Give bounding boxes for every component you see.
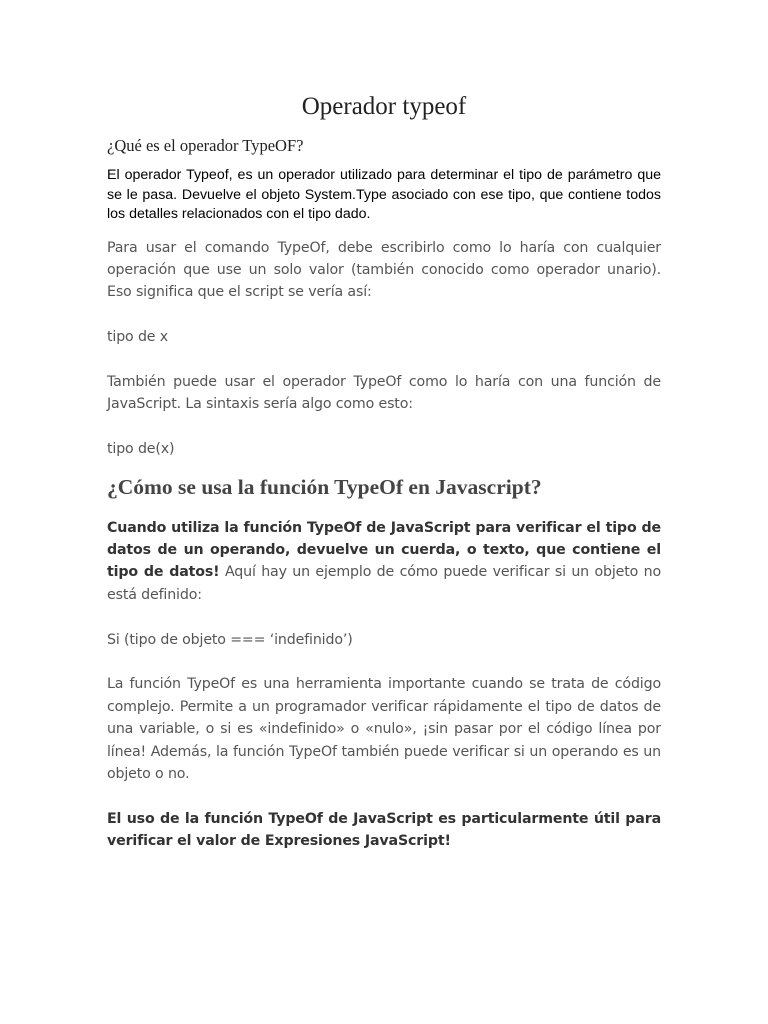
document-page	[107, 90, 661, 853]
spacer	[107, 785, 661, 807]
section-heading: ¿Cómo se usa la función TypeOf en Javascript?	[107, 474, 542, 499]
importance-paragraph: La función TypeOf es una herramienta importante cuando se trata de código complejo. Permite a un programador verificar rápidamente el tipo de datos de una variable, o si es «indefinido» o «nulo», ¡sin pasar por el código línea por línea! Además, la función TypeOf también puede verificar si un operando es un objeto o no.	[107, 676, 661, 782]
spacer	[107, 349, 661, 371]
spacer	[107, 304, 661, 326]
usage-paragraph: Para usar el comando TypeOf, debe escribirlo como lo haría con cualquier operación que use un solo valor (también conocido como operador unario). Eso significa que el script se vería así:	[107, 239, 661, 301]
spacer	[107, 416, 661, 438]
code-example-1: tipo de x	[107, 329, 168, 346]
function-syntax-paragraph: También puede usar el operador TypeOf como lo haría con una función de JavaScript. La sintaxis sería algo como esto:	[107, 373, 661, 413]
document-title: Operador typeof	[301, 93, 467, 120]
conclusion-paragraph: El uso de la función TypeOf de JavaScript es particularmente útil para verificar el valor de Expresiones JavaScript!	[107, 810, 661, 850]
spacer	[107, 651, 661, 673]
document-subheading: ¿Qué es el operador TypeOF?	[107, 136, 304, 155]
code-example-2: tipo de(x)	[107, 441, 175, 458]
spacer	[107, 606, 661, 628]
code-example-3: Si (tipo de objeto === ‘indefinido’)	[107, 631, 353, 648]
intro-paragraph: El operador Typeof, es un operador utilizado para determinar el tipo de parámetro que se le pasa. Devuelve el objeto System.Type asociado con ese tipo, que contiene todos los detalles relacionados con el tipo dado.	[107, 167, 661, 222]
typeof-javascript-paragraph	[107, 517, 661, 607]
bold-text: Cuando utiliza la función TypeOf de JavaScript para verificar el tipo de datos de un operando, devuelve un cuerda, o texto, que contiene el tipo de datos!	[107, 519, 661, 581]
regular-text: Aquí hay un ejemplo de cómo puede verificar si un objeto no está definido:	[107, 564, 662, 603]
